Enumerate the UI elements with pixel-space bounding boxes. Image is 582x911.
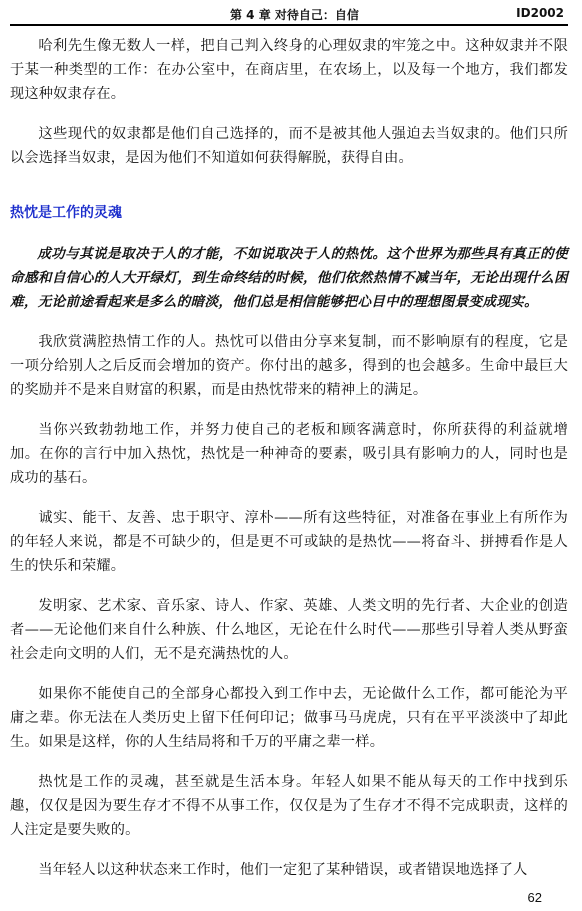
chapter-title: 第 4 章 对待自己：自信 bbox=[230, 8, 359, 22]
section-quote: 成功与其说是取决于人的才能，不如说取决于人的热忱。这个世界为那些具有真正的使命感和自信心的人大开绿灯，到生命终结的时候，他们依然热情不减当年，无论出现什么困难，无论前途看起来是多么的暗淡，他们总是相信能够把心目中的理想图景变成现实。 bbox=[10, 246, 568, 310]
paragraph: 哈利先生像无数人一样，把自己判入终身的心理奴隶的牢笼之中。这种奴隶并不限于某一种类型的工作：在办公室中，在商店里，在农场上，以及每一个地方，我们都发现这种奴隶存在。 bbox=[10, 38, 568, 102]
page-content bbox=[10, 34, 568, 898]
page-header bbox=[10, 0, 568, 26]
paragraph: 我欣赏满腔热情工作的人。热忱可以借由分享来复制，而不影响原有的程度，它是一项分给别人之后反而会增加的资产。你付出的越多，得到的也会越多。生命中最巨大的奖励并不是来自财富的积累，而是由热忱带来的精神上的满足。 bbox=[10, 334, 568, 398]
paragraph: 诚实、能干、友善、忠于职守、淳朴——所有这些特征，对准备在事业上有所作为的年轻人来说，都是不可缺少的，但是更不可或缺的是热忱——将奋斗、拼搏看作是人生的快乐和荣耀。 bbox=[10, 510, 568, 574]
paragraph: 发明家、艺术家、音乐家、诗人、作家、英雄、人类文明的先行者、大企业的创造者——无论他们来自什么种族、什么地区，无论在什么时代——那些引导着人类从野蛮社会走向文明的人们，无不是充满热忱的人。 bbox=[10, 598, 568, 662]
paragraph: 这些现代的奴隶都是他们自己选择的，而不是被其他人强迫去当奴隶的。他们只所以会选择当奴隶，是因为他们不知道如何获得解脱，获得自由。 bbox=[10, 126, 568, 166]
paragraph: 如果你不能使自己的全部身心都投入到工作中去，无论做什么工作，都可能沦为平庸之辈。你无法在人类历史上留下任何印记；做事马马虎虎，只有在平平淡淡中了却此生。如果是这样，你的人生结局将和千万的平庸之辈一样。 bbox=[10, 686, 568, 750]
paragraph: 当你兴致勃勃地工作，并努力使自己的老板和顾客满意时，你所获得的利益就增加。在你的言行中加入热忱，热忱是一种神奇的要素，吸引具有影响力的人，同时也是成功的基石。 bbox=[10, 422, 568, 486]
page-number: 62 bbox=[527, 890, 542, 905]
document-code: ID2002 bbox=[516, 6, 564, 20]
section-heading: 热忱是工作的灵魂 bbox=[10, 205, 122, 221]
paragraph: 热忱是工作的灵魂，甚至就是生活本身。年轻人如果不能从每天的工作中找到乐趣，仅仅是因为要生存才不得不从事工作，仅仅是为了生存才不得不完成职责，这样的人注定是要失败的。 bbox=[10, 774, 568, 838]
paragraph: 当年轻人以这种状态来工作时，他们一定犯了某种错误，或者错误地选择了人 bbox=[38, 862, 528, 878]
